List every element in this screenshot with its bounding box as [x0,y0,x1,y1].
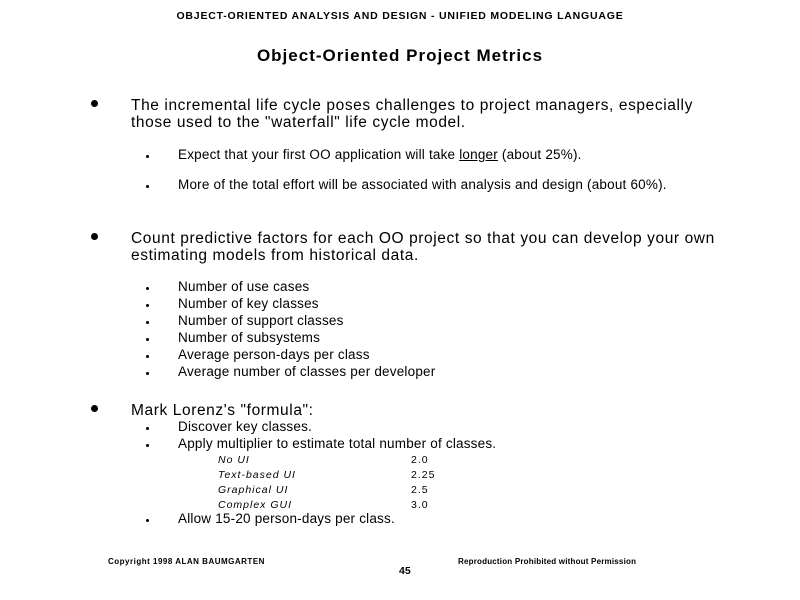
multiplier-value: 2.5 [411,484,429,496]
sub-bullet-icon [146,519,149,522]
sub-bullet-text: Allow 15-20 person-days per class. [178,511,395,526]
sub-bullet-text: Average number of classes per developer [178,364,436,379]
sub-bullet-text: Expect that your first OO application will take longer (about 25%). [178,147,582,162]
sub-bullet-text: Discover key classes. [178,419,312,434]
sub-bullet-text: Apply multiplier to estimate total number of classes. [178,436,497,451]
main-bullet-icon [91,100,98,107]
sub-bullet-text: Number of support classes [178,313,344,328]
page-number: 45 [399,565,411,577]
sub-bullet-icon [146,338,149,341]
emphasis-longer: longer [459,147,498,162]
multiplier-value: 3.0 [411,499,429,511]
multiplier-value: 2.25 [411,469,436,481]
sub-bullet-text: Number of subsystems [178,330,321,345]
document-header: OBJECT-ORIENTED ANALYSIS AND DESIGN - UNIFIED MODELING LANGUAGE [176,10,624,22]
sub-bullet-text: Number of key classes [178,296,319,311]
sub-bullet-icon [146,427,149,430]
sub-bullet-icon [146,355,149,358]
main-bullet-icon [91,233,98,240]
sub-bullet-text: Number of use cases [178,279,310,294]
multiplier-label: No UI [218,454,250,466]
sub-bullet-icon [146,155,149,158]
sub-bullet-icon [146,287,149,290]
sub-bullet-icon [146,444,149,447]
footer-notice: Reproduction Prohibited without Permission [458,557,637,566]
multiplier-label: Graphical UI [218,484,289,496]
main-bullet-text: The incremental life cycle poses challenges to project managers, especially those used to the "waterfall" life cycle model. [131,97,693,131]
sub-bullet-text: Average person-days per class [178,347,370,362]
sub-bullet-text: More of the total effort will be associated with analysis and design (about 60%). [178,177,667,192]
slide-title: Object-Oriented Project Metrics [256,46,544,65]
main-bullet-text: Count predictive factors for each OO project so that you can develop your own estimating models from historical data. [131,230,715,264]
sub-bullet-icon [146,372,149,375]
multiplier-label: Complex GUI [218,499,293,511]
main-bullet-icon [91,405,98,412]
footer-copyright: Copyright 1998 ALAN BAUMGARTEN [108,557,265,566]
sub-bullet-icon [146,304,149,307]
multiplier-value: 2.0 [411,454,429,466]
sub-bullet-icon [146,321,149,324]
main-bullet-text: Mark Lorenz's "formula": [131,402,314,419]
multiplier-label: Text-based UI [218,469,296,481]
sub-bullet-icon [146,185,149,188]
